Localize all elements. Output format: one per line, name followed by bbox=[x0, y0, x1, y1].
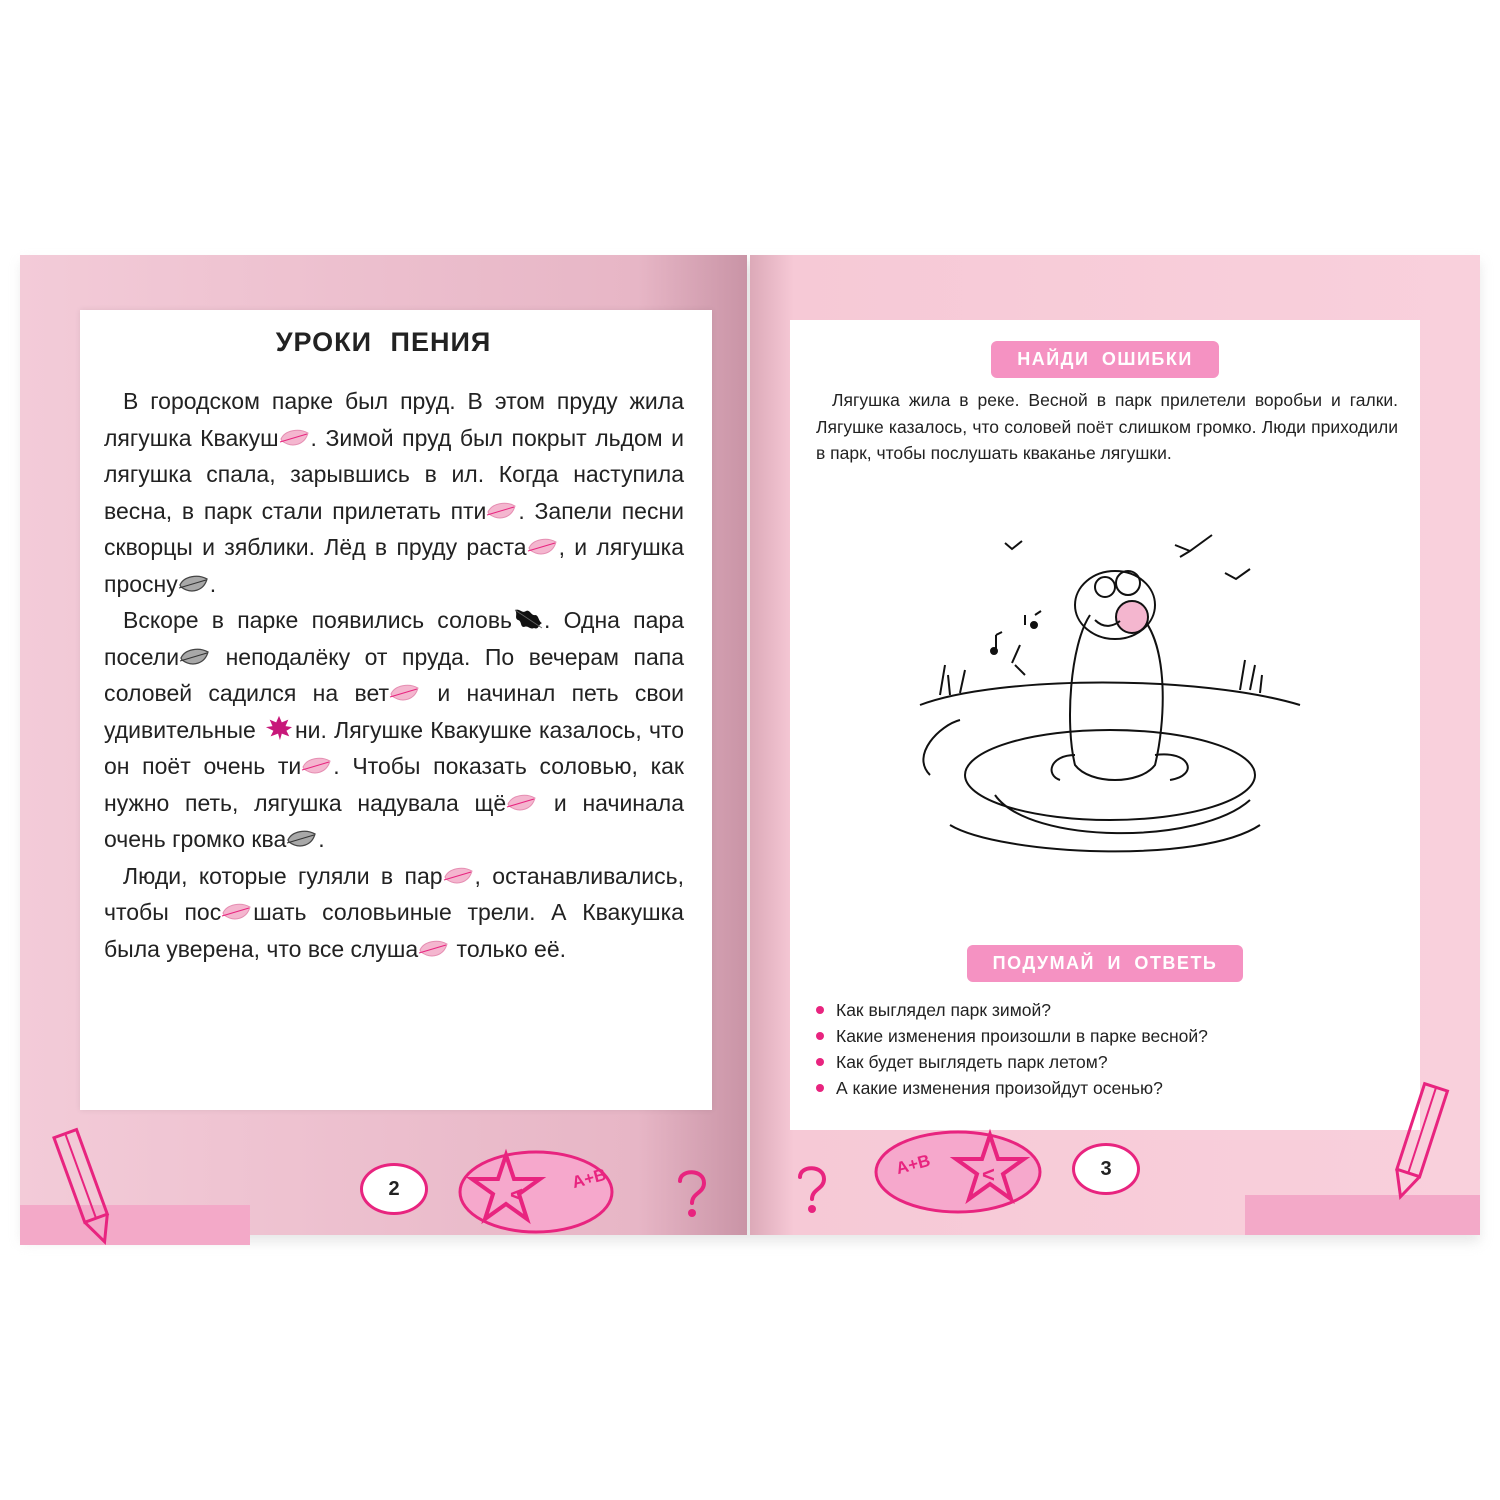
page-number-right: 3 bbox=[1072, 1143, 1140, 1195]
find-errors-label: НАЙДИ ОШИБКИ bbox=[790, 341, 1420, 378]
story-paragraph-3: Люди, которые гуляли в пар , останавливались, чтобы пос шать соловьиные трели. А Квакушка была уверена, что все слуша только её. bbox=[104, 862, 684, 962]
pink-leaf-icon bbox=[301, 756, 333, 778]
pink-leaf-icon bbox=[221, 902, 253, 924]
question-mark-icon bbox=[672, 1167, 712, 1219]
page-title: УРОКИ ПЕНИЯ bbox=[275, 327, 492, 357]
pink-leaf-icon bbox=[389, 683, 421, 705]
question-item: Какие изменения произошли в парке весной? bbox=[814, 1023, 1208, 1049]
story-paragraph-1: В городском парке был пруд. В этом пруду жила лягушка Квакуш . Зимой пруд был покрыт льдом и лягушка спала, зарывшись в ил. Когда наступила весна, в парк стали прилетать пти . Запели песни скворцы и зяблики. Лёд в пруду раста , и лягушка просну . bbox=[104, 388, 684, 597]
find-errors-text: Лягушка жила в реке. Весной в парк прилетели воробьи и галки. Лягушке казалось, что соловей поёт слишком громко. Люди приходили в парк, чтобы послушать кваканье лягушки. bbox=[816, 390, 1398, 463]
question-item: А какие изменения произойдут осенью? bbox=[814, 1075, 1208, 1101]
svg-text:<: < bbox=[510, 1182, 523, 1207]
badge-text-right: A+B bbox=[893, 1150, 933, 1179]
svg-text:<: < bbox=[982, 1162, 995, 1187]
gray-leaf-icon bbox=[178, 574, 210, 596]
star-badge bbox=[456, 1147, 616, 1237]
pink-leaf-icon bbox=[279, 428, 311, 450]
question-mark-icon bbox=[792, 1163, 832, 1215]
badge-text-left: A+B bbox=[569, 1164, 609, 1193]
gray-leaf-icon bbox=[286, 829, 318, 851]
question-item: Как будет выглядеть парк летом? bbox=[814, 1049, 1208, 1075]
think-label: ПОДУМАЙ И ОТВЕТЬ bbox=[790, 945, 1420, 982]
black-oak-leaf-icon bbox=[512, 606, 544, 632]
frog-illustration bbox=[900, 525, 1320, 885]
maple-leaf-icon bbox=[263, 714, 295, 742]
pink-leaf-icon bbox=[418, 939, 450, 961]
gray-leaf-icon bbox=[179, 647, 211, 669]
left-page bbox=[20, 255, 747, 1235]
question-item: Как выглядел парк зимой? bbox=[814, 997, 1208, 1023]
story-text bbox=[104, 383, 684, 967]
pencil-icon bbox=[50, 1120, 120, 1250]
pink-leaf-icon bbox=[506, 793, 538, 815]
pink-leaf-icon bbox=[443, 866, 475, 888]
question-list bbox=[814, 997, 1208, 1101]
pink-leaf-icon bbox=[527, 537, 559, 559]
page-number-left: 2 bbox=[360, 1163, 428, 1215]
pink-leaf-icon bbox=[486, 501, 518, 523]
right-page bbox=[750, 255, 1480, 1235]
story-paragraph-2: Вскоре в парке появились соловь . Одна пара посели неподалёку от пруда. По вечерам папа соловей садился на вет и начинал петь свои удивительные ни. Лягушке Квакушке казалось, что он поёт очень ти . Чтобы показать соловью, как нужно петь, лягушка надувала щё и начинала очень громко ква . bbox=[104, 607, 684, 852]
pencil-icon bbox=[1385, 1075, 1455, 1205]
